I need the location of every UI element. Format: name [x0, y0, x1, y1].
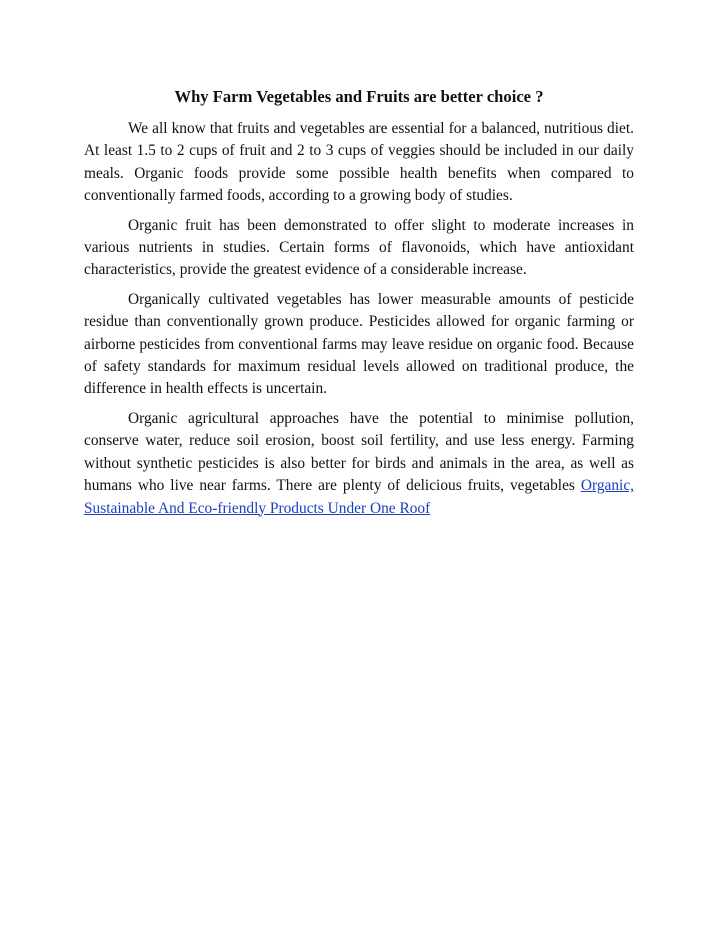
- paragraph-1: We all know that fruits and vegetables are essential for a balanced, nutritious diet. At least 1.5 to 2 cups of fruit and 2 to 3 cups of veggies should be included in our daily meals. Organic foods provide some possible health benefits when compared to conventionally farmed foods, according to a growing body of studies.: [84, 120, 634, 205]
- document-title: Why Farm Vegetables and Fruits are better choice ?: [174, 87, 544, 106]
- paragraph-4: [84, 408, 634, 520]
- products-link[interactable]: Organic, Sustainable And Eco-friendly Products Under One Roof: [84, 477, 634, 517]
- paragraph-3: Organically cultivated vegetables has lower measurable amounts of pesticide residue than conventionally grown produce. Pesticides allowed for organic farming or airborne pesticides from conventional farms may leave residue on organic food. Because of safety standards for maximum residual levels allowed on traditional produce, the difference in health effects is uncertain.: [84, 290, 634, 398]
- paragraph-2: Organic fruit has been demonstrated to offer slight to moderate increases in various nutrients in studies. Certain forms of flavonoids, which have antioxidant characteristics, provide the greatest evidence of a considerable increase.: [84, 216, 634, 279]
- paragraph-4-text: Organic agricultural approaches have the potential to minimise pollution, conserve water, reduce soil erosion, boost soil fertility, and use less energy. Farming without synthetic pesticides is also better for birds and animals in the area, as well as humans who live near farms. There are plenty of delicious fruits, vegetables: [84, 409, 634, 495]
- document-body: [84, 86, 634, 527]
